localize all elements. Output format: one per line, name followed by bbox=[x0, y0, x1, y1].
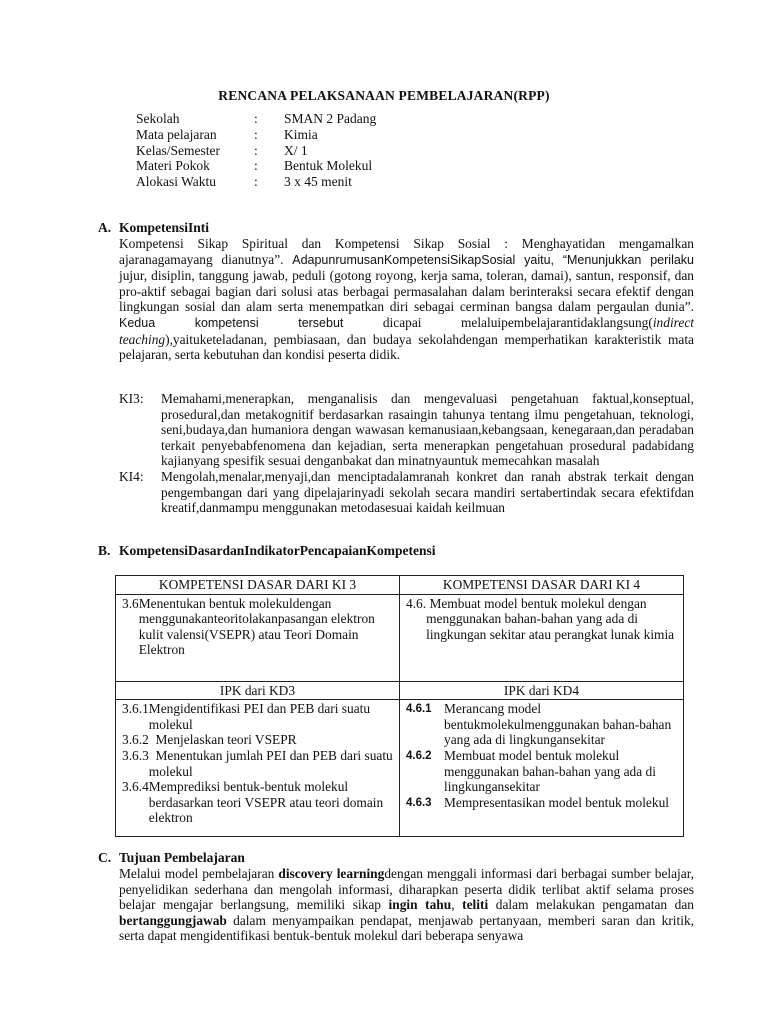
table-header-kd4: KOMPETENSI DASAR DARI KI 4 bbox=[400, 576, 684, 595]
para-text: dalam menyampaikan pendapat, menjawab pertanyaan, memberi saran dan kritik, serta dapat mengidentifikasi bentuk-bentuk molekul dari beberapa senyawa bbox=[119, 912, 694, 944]
para-bold: discovery learning bbox=[278, 866, 385, 881]
ki-label: KI4: bbox=[119, 468, 144, 484]
kd-item bbox=[122, 596, 395, 658]
kd-number: 3.6 bbox=[122, 595, 139, 611]
ki-list bbox=[119, 391, 694, 516]
ipk-text: Merancang model bentukmolekulmenggunakan bahan-bahan yang ada di lingkungansekitar bbox=[444, 701, 672, 748]
ipk-item bbox=[406, 701, 679, 748]
identity-colon: : bbox=[254, 142, 258, 158]
kd3-cell bbox=[116, 594, 400, 681]
ipk-text: Menjelaskan teori VSEPR bbox=[148, 732, 297, 748]
identity-value: Bentuk Molekul bbox=[284, 158, 373, 174]
identity-value: X/ 1 bbox=[284, 142, 308, 158]
section-letter: C. bbox=[98, 850, 112, 865]
section-title: KompetensiInti bbox=[119, 220, 210, 235]
para-text: dicapai melaluipembelajarantidaklangsung( bbox=[382, 314, 653, 330]
identity-row bbox=[136, 158, 376, 174]
kd-text: Membuat model bentuk molekul dengan menggunakan bahan-bahan yang ada di lingkungan sekitar atau perangkat lunak kimia bbox=[426, 595, 675, 642]
ipk-number: 3.6.2 bbox=[122, 732, 149, 748]
para-bold: teliti bbox=[462, 897, 489, 913]
table-header-kd3: KOMPETENSI DASAR DARI KI 3 bbox=[116, 576, 400, 595]
ipk4-header: IPK dari KD4 bbox=[400, 681, 684, 700]
identity-value: 3 x 45 menit bbox=[284, 174, 352, 190]
identity-value: SMAN 2 Padang bbox=[284, 111, 377, 126]
kd-item bbox=[406, 596, 679, 643]
para-text: Melalui model pembelajaran bbox=[119, 866, 279, 881]
ipk-number: 4.6.3 bbox=[406, 796, 432, 809]
section-c-paragraph bbox=[119, 866, 694, 944]
para-italic: indirect teaching bbox=[119, 314, 694, 347]
identity-colon: : bbox=[254, 174, 258, 190]
identity-colon: : bbox=[254, 158, 258, 174]
ipk4-cell bbox=[400, 700, 684, 837]
identity-colon: : bbox=[254, 126, 258, 142]
section-letter: B. bbox=[98, 543, 111, 558]
ipk-item bbox=[122, 701, 395, 732]
identity-label: Materi Pokok bbox=[136, 158, 210, 174]
ipk-number: 4.6.2 bbox=[406, 749, 432, 762]
ipk-number: 3.6.4 bbox=[122, 779, 149, 795]
ipk-text: Membuat model bentuk molekul menggunakan bahan-bahan yang ada di lingkungansekitar bbox=[444, 747, 656, 795]
identity-block bbox=[136, 111, 376, 190]
identity-row bbox=[136, 127, 376, 143]
ki-text: Memahami,menerapkan, menganalisis dan mengevaluasi pengetahuan faktual,konseptual, prosedural,dan metakognitif berdasarkan rasaingin tahunya tentang ilmu pengetahuan, teknologi, seni,budaya,dan humaniora dengan wawasan kemanusiaan,kebangsaan, kenegaraan,dan peradaban terkait penyebabfenomena dan kejadian, serta menerapkan pengetahuan prosedural padabidang kajianyang spesifik sesuai denganbakat dan minatnyauntuk memecahkan masalah bbox=[161, 391, 694, 469]
para-text-sans: AdapunrumusanKompetensiSikapSosial yaitu, “Menunjukkan perilaku bbox=[292, 252, 694, 267]
para-bold: bertanggungjawab bbox=[119, 912, 227, 928]
kd4-cell bbox=[400, 594, 684, 681]
kd-text: Menentukan bentuk molekuldengan menggunakanteoritolakanpasangan elektron kulit valensi(VSEPR) atau Teori Domain Elektron bbox=[138, 595, 375, 658]
ki-text: Mengolah,menalar,menyaji,dan menciptadalamranah konkret dan ranah abstrak terkait dengan pengembangan dari yang dipelajarinyadi sekolah secara mandiri sertabertindak secara efektifdan kreatif,danmampu menggunakan metodasesuai kaidah keilmuan bbox=[161, 468, 694, 516]
section-a-paragraph bbox=[119, 236, 694, 363]
ki-label: KI3: bbox=[119, 391, 144, 406]
ipk-item bbox=[122, 732, 395, 748]
identity-row bbox=[136, 174, 376, 190]
ipk-item bbox=[406, 748, 679, 795]
section-title: Tujuan Pembelajaran bbox=[119, 850, 245, 865]
section-title: KompetensiDasardanIndikatorPencapaianKompetensi bbox=[119, 543, 436, 558]
ipk-number: 3.6.1 bbox=[122, 701, 149, 717]
section-letter: A. bbox=[98, 220, 112, 235]
para-text: dalam melakukan pengamatan dan bbox=[488, 897, 694, 913]
identity-label: Alokasi Waktu bbox=[136, 174, 217, 190]
ipk-item bbox=[122, 779, 395, 826]
kd-number: 4.6. bbox=[406, 595, 427, 611]
identity-colon: : bbox=[254, 111, 258, 126]
para-text: , bbox=[451, 897, 463, 913]
para-text: ),yaituketeladanan, pembiasaan, dan budaya sekolahdengan memperhatikan karakteristik mata pelajaran, serta kebutuhan dan kondisi peserta didik. bbox=[119, 331, 694, 363]
ipk-text: Menentukan jumlah PEI dan PEB dari suatu molekul bbox=[148, 747, 397, 779]
ipk-number: 3.6.3 bbox=[122, 747, 149, 763]
identity-label: Kelas/Semester bbox=[136, 142, 220, 158]
identity-value: Kimia bbox=[284, 126, 318, 142]
ipk-item bbox=[406, 795, 679, 812]
section-c-heading bbox=[98, 850, 245, 866]
para-text: Kompetensi Sikap Spiritual dan Kompetensi Sikap Sosial : Menghayatidan mengamalkan ajaranagamayang dianutnya”. bbox=[119, 236, 694, 267]
identity-label: Sekolah bbox=[136, 111, 180, 126]
ki-item bbox=[119, 391, 694, 469]
section-b-heading bbox=[98, 543, 436, 559]
ipk-text: Mengidentifikasi PEI dan PEB dari suatu molekul bbox=[148, 701, 371, 732]
section-a-heading bbox=[98, 220, 209, 236]
ipk-text: Memprediksi bentuk-bentuk molekul berdasarkan teori VSEPR atau teori domain elektron bbox=[148, 779, 384, 826]
ipk-text: Mempresentasikan model bentuk molekul bbox=[444, 794, 669, 810]
ipk3-header: IPK dari KD3 bbox=[116, 681, 400, 700]
ipk3-cell bbox=[116, 700, 400, 837]
para-text: jujur, disiplin, tanggung jawab, peduli (gotong royong, kerja sama, toleran, damai), santun, responsif, dan pro-aktif sebagai bagian dari solusi atas berbagai permasalahan dalam berinteraksi secara efektif dengan lingkungan sosial dan alam serta menempatkan diri sebagai cerminan bangsa dalam pergaulan dunia”. bbox=[119, 268, 694, 315]
para-bold: ingin tahu bbox=[388, 897, 452, 913]
competency-table bbox=[115, 575, 684, 837]
identity-row bbox=[136, 111, 376, 127]
identity-label: Mata pelajaran bbox=[136, 126, 217, 142]
ipk-number: 4.6.1 bbox=[406, 703, 432, 716]
para-text: dengan menggali informasi dari berbagai sumber belajar, penyelidikan sederhana dan mengolah informasi, diharapkan peserta didik terlibat aktif selama proses belajar mengajar berlangsung, memiliki sikap bbox=[119, 866, 694, 913]
ipk-item bbox=[122, 748, 395, 779]
para-text-sans: Kedua kompetensi tersebut bbox=[119, 315, 344, 330]
identity-row bbox=[136, 143, 376, 159]
document-title: RENCANA PELAKSANAAN PEMBELAJARAN(RPP) bbox=[218, 88, 550, 103]
ki-item bbox=[119, 469, 694, 516]
